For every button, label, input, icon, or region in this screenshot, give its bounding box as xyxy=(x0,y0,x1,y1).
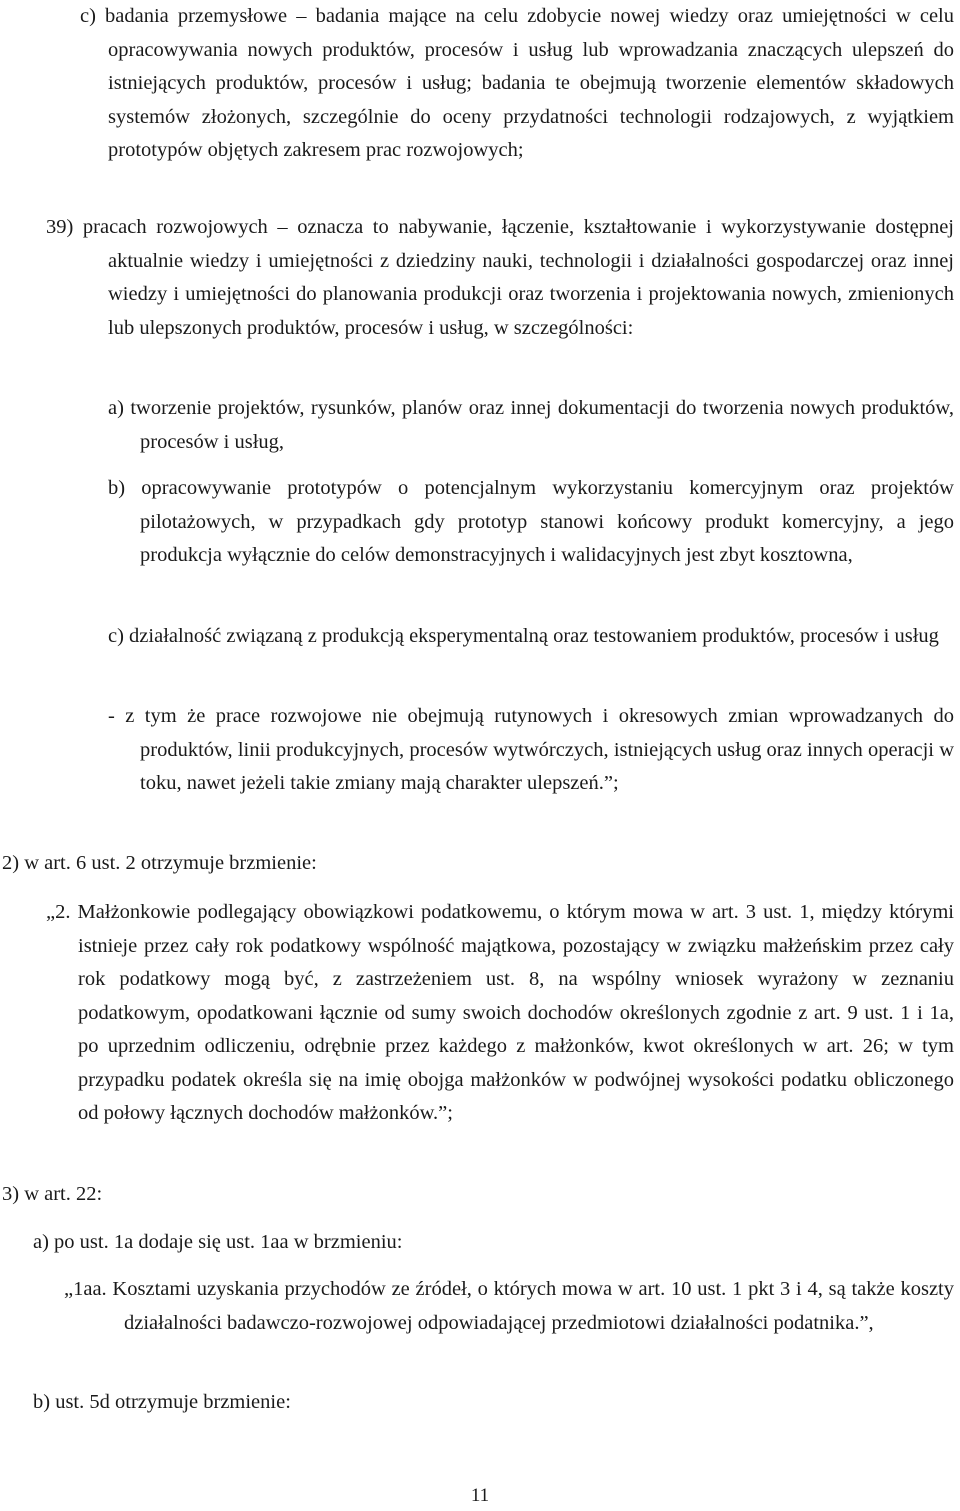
item-39-a-text: a) tworzenie projektów, rysunków, planów oraz innej dokumentacji do tworzenia nowych produktów, procesów i usług, xyxy=(108,397,954,453)
item-2-heading xyxy=(2,847,954,881)
art-6-ust-2-quote xyxy=(46,896,954,1131)
item-3-a-text: a) po ust. 1a dodaje się ust. 1aa w brzmieniu: xyxy=(33,1231,403,1253)
item-3-b-text: b) ust. 5d otrzymuje brzmienie: xyxy=(33,1391,291,1413)
item-c-text: c) badania przemysłowe – badania mające na celu zdobycie nowej wiedzy oraz umiejętności w celu opracowywania nowych produktów, procesów i usług lub wprowadzania znaczących ulepszeń do istniejących produktów, procesów i usług; badania te obejmują tworzenie elementów składowych systemów złożonych, szczególnie do oceny przydatności technologii rodzajowych, z wyjątkiem prototypów objętych zakresem prac rozwojowych; xyxy=(80,5,954,161)
item-2-text: 2) w art. 6 ust. 2 otrzymuje brzmienie: xyxy=(2,852,317,874)
item-3-b xyxy=(33,1386,954,1420)
item-39-b xyxy=(108,472,954,573)
item-3-a xyxy=(33,1226,954,1260)
page-number: 11 xyxy=(470,1485,490,1506)
item-c-industrial-research xyxy=(80,0,954,168)
item-39-c xyxy=(108,620,954,654)
ust-1aa-quote xyxy=(64,1273,954,1340)
item-39-c-text: c) działalność związaną z produkcją eksperymentalną oraz testowaniem produktów, procesów i usług xyxy=(108,625,939,647)
item-39-dash-exclusion xyxy=(108,700,954,801)
item-39-b-text: b) opracowywanie prototypów o potencjalnym wykorzystaniu komercyjnym oraz projektów pilotażowych, w przypadkach gdy prototyp stanowi końcowy produkt komercyjny, a jego produkcja wyłącznie do celów demonstracyjnych i walidacyjnych jest zbyt kosztowna, xyxy=(108,477,954,566)
art-6-ust-2-text: „2. Małżonkowie podlegający obowiązkowi podatkowemu, o którym mowa w art. 3 ust. 1, między którymi istnieje przez cały rok podatkowy wspólność majątkowa, pozostający w związku małżeńskim przez cały rok podatkowy mogą być, z zastrzeżeniem ust. 8, na wspólny wniosek wyrażony w zeznaniu podatkowym, opodatkowani łącznie od sumy swoich dochodów określonych zgodnie z art. 9 ust. 1 i 1a, po uprzednim odliczeniu, odrębnie przez każdego z małżonków, kwot określonych w art. 26; w tym przypadku podatek określa się na imię obojga małżonków w podwójnej wysokości podatku obliczonego od połowy łącznych dochodów małżonków.”; xyxy=(46,901,954,1124)
item-39-a xyxy=(108,392,954,459)
ust-1aa-text: „1aa. Kosztami uzyskania przychodów ze źródeł, o których mowa w art. 10 ust. 1 pkt 3 i 4, są także koszty działalności badawczo-rozwojowej odpowiadającej przedmiotowi działalności podatnika.”, xyxy=(64,1278,954,1334)
item-3-heading xyxy=(2,1178,954,1212)
item-39-dash-text: - z tym że prace rozwojowe nie obejmują rutynowych i okresowych zmian wprowadzanych do produktów, linii produkcyjnych, procesów wytwórczych, istniejących usług oraz innych operacji w toku, nawet jeżeli takie zmiany mają charakter ulepszeń.”; xyxy=(108,705,954,794)
item-39-text: 39) pracach rozwojowych – oznacza to nabywanie, łączenie, kształtowanie i wykorzystywanie dostępnej aktualnie wiedzy i umiejętności z dziedziny nauki, technologii i działalności gospodarczej oraz innej wiedzy i umiejętności do planowania produkcji oraz tworzenia i projektowania nowych, zmienionych lub ulepszonych produktów, procesów i usług, w szczególności: xyxy=(46,216,954,339)
item-39-development-works xyxy=(46,211,954,345)
item-3-text: 3) w art. 22: xyxy=(2,1183,103,1205)
